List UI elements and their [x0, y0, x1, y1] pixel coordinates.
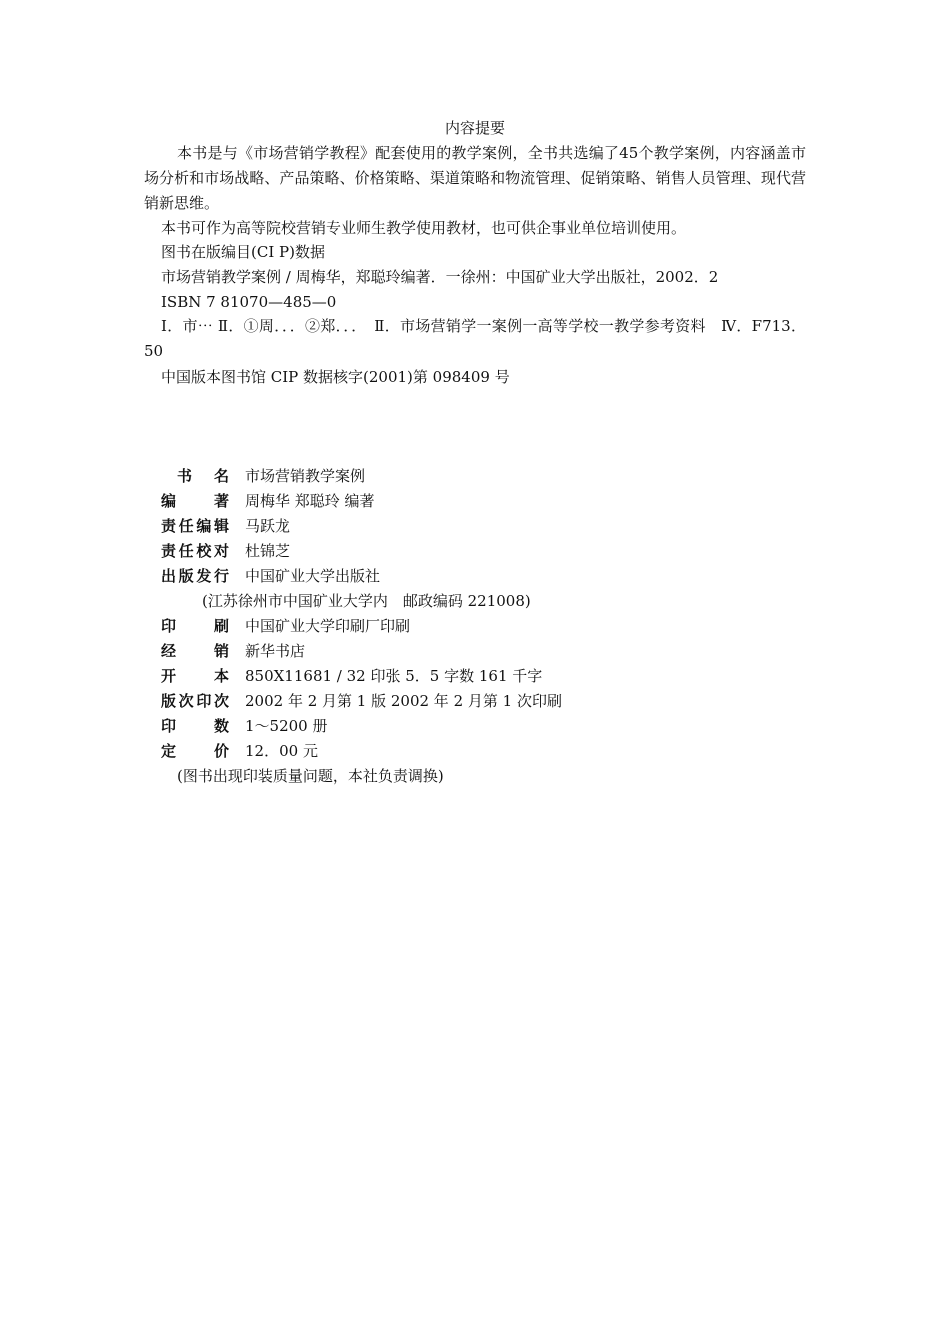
colophon-row-printer	[161, 614, 410, 639]
colophon-row-title	[161, 464, 365, 489]
colophon-row-distributor	[161, 639, 305, 664]
colophon-row-price	[161, 739, 318, 764]
colophon-value: 新华书店	[245, 642, 306, 660]
cip-isbn: ISBN 7 81070—485—0	[161, 293, 337, 311]
colophon-label: 编著	[161, 492, 229, 510]
colophon-value: 马跃龙	[245, 517, 291, 535]
colophon-row-format	[161, 664, 542, 689]
colophon-value: 周梅华 郑聪玲 编著	[245, 492, 375, 510]
publisher-address: (江苏徐州市中国矿业大学内 邮政编码 221008)	[202, 592, 531, 610]
colophon-value: 850X11681 / 32 印张 5．5 字数 161 千字	[245, 667, 543, 685]
colophon-value: 杜锦芝	[245, 542, 291, 560]
summary-title: 内容提要	[444, 119, 505, 137]
colophon-row-proofreader	[161, 539, 290, 564]
colophon-row-author	[161, 489, 375, 514]
colophon-row-edition	[161, 689, 562, 714]
quality-note: (图书出现印装质量问题，本社负责调换)	[177, 767, 444, 785]
colophon-label: 责任编辑	[161, 517, 229, 535]
colophon-label: 开本	[161, 667, 229, 685]
cip-classification: Ⅰ．市⋯ Ⅱ．①周．．．②郑．．． Ⅱ．市场营销学一案例一高等学校一教学参考资料 Ⅳ．F713．50	[144, 317, 806, 360]
colophon-label: 经销	[161, 642, 229, 660]
summary-usage: 本书可作为高等院校营销专业师生教学使用教材，也可供企事业单位培训使用。	[161, 219, 687, 237]
colophon-row-print-run	[161, 714, 328, 739]
colophon-value: 中国矿业大学出版社	[245, 567, 381, 585]
colophon-label: 印刷	[161, 617, 229, 635]
cip-library-note: 中国版本图书馆 CIP 数据核字(2001)第 098409 号	[161, 368, 510, 386]
summary-paragraph: 本书是与《市场营销学教程》配套使用的教学案例，全书共选编了45个教学案例，内容涵盖市场分析和市场战略、产品策略、价格策略、渠道策略和物流管理、促销策略、销售人员管理、现代营销新思维。	[144, 144, 806, 212]
colophon-value: 中国矿业大学印刷厂印刷	[245, 617, 411, 635]
colophon-label: 印数	[161, 717, 229, 735]
colophon-value: 市场营销教学案例	[245, 467, 366, 485]
colophon-row-editor	[161, 514, 290, 539]
colophon-value: 1～5200 册	[245, 717, 328, 735]
colophon-label: 定价	[161, 742, 229, 760]
colophon-value: 12．00 元	[245, 742, 318, 760]
colophon-value: 2002 年 2 月第 1 版 2002 年 2 月第 1 次印刷	[245, 692, 562, 710]
cip-record: 市场营销教学案例 / 周梅华，郑聪玲编著．一徐州：中国矿业大学出版社，2002．2	[161, 268, 719, 286]
colophon-label: 版次印次	[161, 692, 229, 710]
colophon-label: 责任校对	[161, 542, 229, 560]
cip-heading: 图书在版编目(CI P)数据	[161, 243, 325, 261]
colophon-row-publisher	[161, 564, 380, 589]
colophon-label: 出版发行	[161, 567, 229, 585]
colophon-label: 书名	[177, 467, 229, 485]
